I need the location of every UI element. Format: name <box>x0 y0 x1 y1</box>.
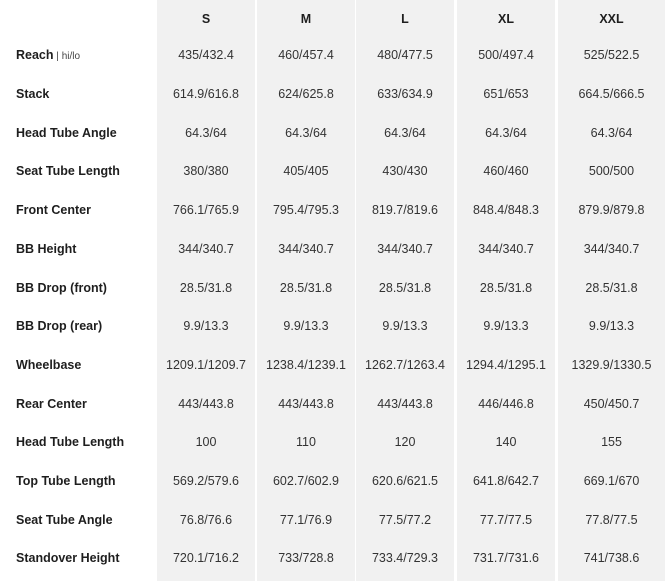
table-cell-l: 9.9/13.3 <box>382 319 428 334</box>
size-header-l: L <box>401 12 409 26</box>
table-row <box>0 113 665 152</box>
row-label <box>16 87 49 101</box>
table-cell-s: 766.1/765.9 <box>172 203 240 218</box>
table-cell-xxl: 1329.9/1330.5 <box>571 357 652 372</box>
table-cell-xxl: 741/738.6 <box>583 551 640 566</box>
size-header-s: S <box>201 12 211 26</box>
table-cell-xl: 446/446.8 <box>478 396 534 411</box>
table-row <box>0 539 665 578</box>
row-label <box>16 48 80 62</box>
table-cell-m: 28.5/31.8 <box>279 280 333 295</box>
table-cell-xxl: 664.5/666.5 <box>578 87 645 102</box>
row-label-text: Stack <box>16 87 50 102</box>
table-cell-m: 443/443.8 <box>278 396 334 411</box>
row-label <box>16 397 87 411</box>
table-cell-l: 120 <box>394 435 416 450</box>
table-row <box>0 75 665 114</box>
table-cell-m: 733/728.8 <box>278 551 334 566</box>
table-cell-m: 9.9/13.3 <box>283 319 329 334</box>
row-label <box>16 281 107 295</box>
table-cell-m: 1238.4/1239.1 <box>266 357 346 372</box>
row-label <box>16 126 117 140</box>
table-row <box>0 191 665 230</box>
table-cell-xl: 64.3/64 <box>485 125 527 140</box>
row-label <box>16 203 91 217</box>
table-cell-m: 64.3/64 <box>285 125 327 140</box>
row-label <box>16 358 81 372</box>
size-header-m: M <box>300 12 312 26</box>
table-row <box>0 152 665 191</box>
table-cell-s: 344/340.7 <box>178 241 234 256</box>
table-row <box>0 268 665 307</box>
table-cell-l: 430/430 <box>382 164 428 179</box>
table-cell-xxl: 525/522.5 <box>583 48 640 63</box>
table-cell-s: 569.2/579.6 <box>172 474 240 489</box>
table-row <box>0 384 665 423</box>
row-label-text: Rear Center <box>16 396 87 411</box>
table-row <box>0 346 665 385</box>
row-label <box>16 319 102 333</box>
row-label-text: Front Center <box>16 203 91 218</box>
table-row <box>0 230 665 269</box>
table-cell-xxl: 9.9/13.3 <box>588 319 635 334</box>
table-cell-xl: 28.5/31.8 <box>479 280 533 295</box>
table-row <box>0 462 665 501</box>
table-cell-s: 9.9/13.3 <box>183 319 229 334</box>
row-label <box>16 164 120 178</box>
table-cell-s: 64.3/64 <box>185 125 227 140</box>
table-cell-xxl: 500/500 <box>588 164 635 179</box>
size-header-row <box>0 0 665 38</box>
table-cell-s: 1209.1/1209.7 <box>166 357 246 372</box>
table-cell-m: 405/405 <box>283 164 329 179</box>
table-cell-m: 110 <box>296 435 316 450</box>
row-label-text: BB Height <box>16 241 77 256</box>
row-label <box>16 551 120 565</box>
table-cell-l: 1262.7/1263.4 <box>365 357 445 372</box>
unit-separator: | <box>53 51 62 63</box>
table-cell-l: 64.3/64 <box>384 125 426 140</box>
table-cell-l: 480/477.5 <box>377 48 433 63</box>
table-cell-xl: 9.9/13.3 <box>483 319 529 334</box>
size-header-xxl: XXL <box>599 12 624 26</box>
table-cell-s: 100 <box>195 435 217 450</box>
table-cell-xl: 460/460 <box>483 164 529 179</box>
table-cell-m: 624/625.8 <box>278 87 334 102</box>
table-cell-xl: 500/497.4 <box>478 48 534 63</box>
row-label <box>16 435 124 449</box>
table-cell-xl: 1294.4/1295.1 <box>466 357 546 372</box>
table-row <box>0 500 665 539</box>
table-cell-xxl: 879.9/879.8 <box>578 203 645 218</box>
table-cell-xl: 731.7/731.6 <box>472 551 540 566</box>
table-cell-l: 77.5/77.2 <box>378 512 432 527</box>
table-cell-xxl: 669.1/670 <box>583 474 640 489</box>
table-cell-m: 460/457.4 <box>278 48 334 63</box>
table-cell-m: 602.7/602.9 <box>272 474 340 489</box>
table-row <box>0 36 665 75</box>
table-cell-m: 77.1/76.9 <box>279 512 333 527</box>
row-label-text: Head Tube Angle <box>16 125 117 140</box>
row-label-text: Head Tube Length <box>16 435 125 450</box>
table-cell-s: 28.5/31.8 <box>179 280 233 295</box>
table-cell-xl: 344/340.7 <box>478 241 534 256</box>
table-cell-xl: 848.4/848.3 <box>472 203 540 218</box>
table-cell-l: 620.6/621.5 <box>371 474 439 489</box>
table-cell-xl: 77.7/77.5 <box>479 512 533 527</box>
table-cell-xxl: 77.8/77.5 <box>585 512 638 527</box>
table-row <box>0 307 665 346</box>
row-label <box>16 513 113 527</box>
table-cell-xxl: 28.5/31.8 <box>585 280 638 295</box>
table-cell-s: 435/432.4 <box>178 48 234 63</box>
table-cell-xl: 651/653 <box>483 87 529 102</box>
table-cell-l: 28.5/31.8 <box>378 280 432 295</box>
row-label <box>16 242 76 256</box>
table-cell-xxl: 155 <box>601 435 622 450</box>
table-cell-l: 443/443.8 <box>377 396 433 411</box>
table-cell-s: 443/443.8 <box>178 396 234 411</box>
size-header-xl: XL <box>498 12 514 26</box>
table-row <box>0 423 665 462</box>
table-cell-s: 76.8/76.6 <box>179 512 233 527</box>
table-cell-xl: 140 <box>495 435 517 450</box>
table-cell-m: 344/340.7 <box>278 241 334 256</box>
table-cell-l: 733.4/729.3 <box>371 551 439 566</box>
table-cell-l: 633/634.9 <box>377 87 433 102</box>
table-cell-xxl: 450/450.7 <box>583 396 640 411</box>
row-label-text: Reach <box>16 48 54 63</box>
row-label-text: BB Drop (rear) <box>16 319 103 334</box>
table-cell-xl: 641.8/642.7 <box>472 474 540 489</box>
row-label-text: Seat Tube Angle <box>16 512 113 527</box>
table-cell-s: 380/380 <box>183 164 229 179</box>
table-cell-xxl: 344/340.7 <box>583 241 640 256</box>
table-cell-l: 344/340.7 <box>377 241 433 256</box>
row-label-text: Standover Height <box>16 551 120 566</box>
row-label-text: Seat Tube Length <box>16 164 120 179</box>
row-label-text: Top Tube Length <box>16 474 116 489</box>
row-label <box>16 474 116 488</box>
row-unit: hi/lo <box>61 51 81 63</box>
row-label-text: Wheelbase <box>16 357 82 372</box>
table-cell-m: 795.4/795.3 <box>272 203 340 218</box>
table-cell-s: 614.9/616.8 <box>172 87 240 102</box>
table-cell-l: 819.7/819.6 <box>371 203 439 218</box>
table-cell-s: 720.1/716.2 <box>172 551 240 566</box>
row-label-text: BB Drop (front) <box>16 280 107 295</box>
table-cell-xxl: 64.3/64 <box>590 125 633 140</box>
